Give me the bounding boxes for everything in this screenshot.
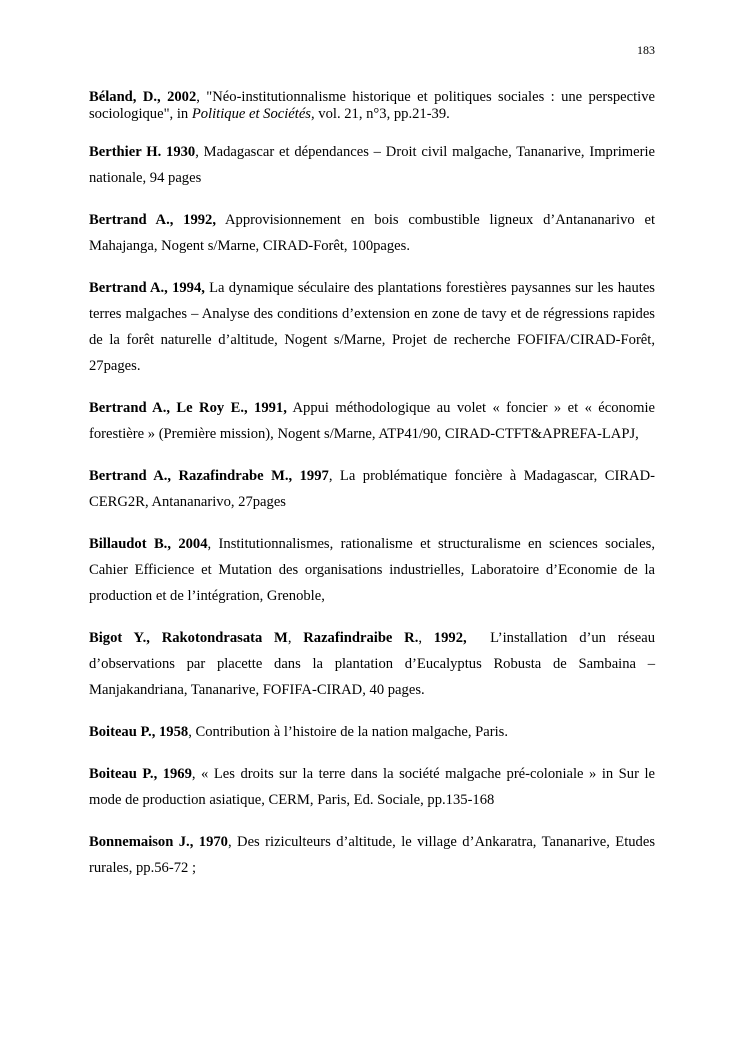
reference-text: , La problématique foncière à Madagascar, CIRAD-CERG2R, Antananarivo, 27pages [89,468,655,510]
reference-author: Bigot Y., Rakotondrasata M [89,630,288,646]
reference-separator: , [418,630,434,646]
reference-entry [89,275,655,379]
reference-text: , Madagascar et dépendances – Droit civil malgache, Tananarive, Imprimerie nationale, 94 pages [89,144,655,186]
reference-author: Béland, D., 2002 [89,89,197,105]
reference-author: Bertrand A., Le Roy E., 1991, [89,400,287,416]
reference-author: Razafindraibe R. [303,630,419,646]
reference-entry [89,625,659,703]
reference-author: Bertrand A., 1994, [89,280,205,296]
reference-text: , Contribution à l’histoire de la nation malgache, Paris. [188,724,508,740]
reference-entry [89,531,655,609]
reference-text: L’installation d’un réseau d’observations par placette dans la plantation d’Eucalyptus Robusta de Sambaina – Manjakandriana, Tananarive, FOFIFA-CIRAD, 40 pages. [89,630,659,698]
reference-text: , Institutionnalismes, rationalisme et structuralisme en sciences sociales, Cahier Efficience et Mutation des organisations industrielles, Laboratoire d’Economie de la production et de l’intégration, Grenoble, [89,536,655,604]
reference-author: Billaudot B., 2004 [89,536,208,552]
reference-text: , vol. 21, n°3, pp.21-39. [311,106,450,122]
reference-entry [89,463,655,515]
reference-text: Approvisionnement en bois combustible ligneux d’Antananarivo et Mahajanga, Nogent s/Marne, CIRAD-Forêt, 100pages. [89,212,655,254]
reference-text: La dynamique séculaire des plantations forestières paysannes sur les hautes terres malgaches – Analyse des conditions d’extension en zone de tavy et de régressions rapides de la forêt naturelle d’altitude, Nogent s/Marne, Projet de recherche FOFIFA/CIRAD-Forêt, 27pages. [89,280,655,374]
reference-entry [89,139,655,191]
reference-author: Boiteau P., 1958 [89,724,189,740]
bibliography [89,89,659,881]
reference-year: 1992, [433,630,467,646]
reference-text: , "Néo-institutionnalisme historique et politiques sociales : une perspective sociologique", in [89,89,656,122]
reference-author: Boiteau P., 1969 [89,766,192,782]
reference-author: Bonnemaison J., 1970 [89,834,228,850]
reference-separator: , [287,630,304,646]
reference-entry [89,829,655,881]
reference-author: Berthier H. 1930 [89,144,196,160]
reference-entry [89,761,655,813]
reference-journal: Politique et Sociétés [191,106,311,122]
reference-text: , « Les droits sur la terre dans la société malgache pré-coloniale » in Sur le mode de production asiatique, CERM, Paris, Ed. Sociale, pp.135-168 [89,766,655,808]
reference-author: Bertrand A., 1992, [89,212,217,228]
reference-entry [89,207,655,259]
reference-text: , Des riziculteurs d’altitude, le village d’Ankaratra, Tananarive, Etudes rurales, pp.56-72 ; [89,834,655,876]
reference-author: Bertrand A., Razafindrabe M., 1997 [89,468,329,484]
reference-entry [89,395,655,447]
reference-entry [89,719,655,745]
reference-entry [89,89,655,123]
page-number: 183 [637,43,655,57]
reference-text: Appui méthodologique au volet « foncier » et « économie forestière » (Première mission), Nogent s/Marne, ATP41/90, CIRAD-CTFT&APREFA-LAPJ, [89,400,656,442]
